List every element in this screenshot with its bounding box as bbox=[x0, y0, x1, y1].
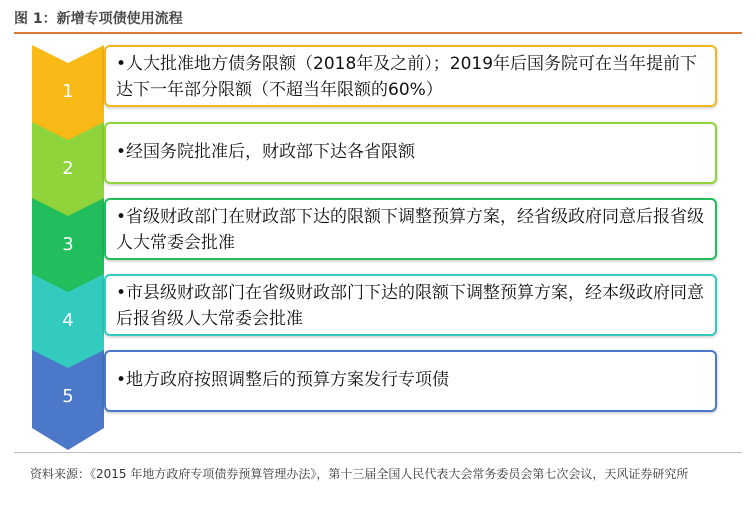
source-note: 资料来源：《2015 年地方政府专项债券预算管理办法》，第十三届全国人民代表大会常务委员会第七次会议，天风证券研究所 bbox=[30, 467, 689, 481]
step-3-number: 3 bbox=[62, 234, 74, 255]
step-2-text: •经国务院批准后，财政部下达各省限额 bbox=[116, 142, 416, 162]
step-4-box bbox=[104, 274, 717, 336]
step-4-number: 4 bbox=[62, 310, 74, 331]
title-divider bbox=[14, 32, 742, 34]
step-3-text: •省级财政部门在财政部下达的限额下调整预算方案，经省级政府同意后报省级人大常委会批准 bbox=[116, 207, 705, 253]
step-2-number: 2 bbox=[62, 158, 74, 179]
step-2-box bbox=[104, 122, 717, 184]
step-5-box bbox=[104, 350, 717, 412]
step-1-text: •人大批准地方债务限额（2018年及之前）；2019年后国务院可在当年提前下达下一年部分限额（不超当年限额的60%） bbox=[116, 54, 698, 100]
step-5-number: 5 bbox=[62, 386, 74, 407]
step-1-box bbox=[104, 45, 717, 107]
step-4-text: •市县级财政部门在省级财政部门下达的限额下调整预算方案，经本级政府同意后报省级人大常委会批准 bbox=[116, 283, 705, 329]
step-3-box bbox=[104, 198, 717, 260]
figure-title: 图 1：新增专项债使用流程 bbox=[14, 11, 183, 27]
footer-divider bbox=[14, 452, 742, 453]
step-5-text: •地方政府按照调整后的预算方案发行专项债 bbox=[116, 370, 450, 390]
step-1-number: 1 bbox=[62, 81, 74, 102]
